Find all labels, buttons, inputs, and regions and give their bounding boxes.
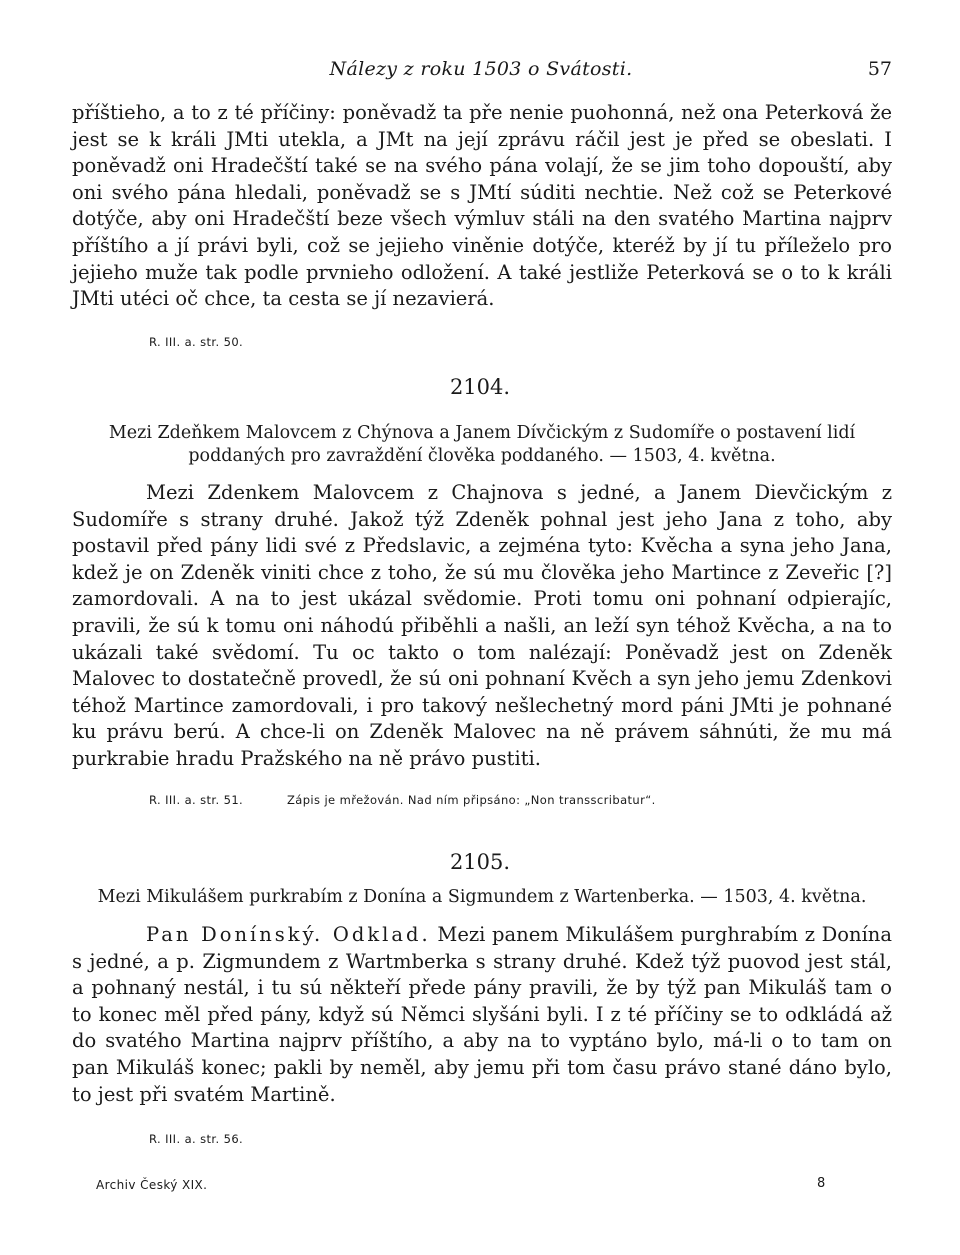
entry-2104-heading: Mezi Zdeňkem Malovcem z Chýnova a Janem Dívčickým z Sudomíře o postavení lidí poddaných pro zavraždění člověka poddaného. — 1503, 4. května.: [108, 423, 856, 466]
page-header: [70, 58, 892, 84]
entry-2105-number: 2105.: [449, 850, 511, 874]
running-title: Nálezy z roku 1503 o Svátosti.: [329, 58, 633, 80]
entry-2104-body: [72, 480, 892, 773]
entry-2105-reference: R. III. a. str. 56.: [149, 1132, 244, 1146]
entry-2105-text: Mezi panem Mikulášem purghrabím z Donína s jedné, a p. Zigmundem z Wartmberka s strany druhé. Kdež týž puovod jest stál, a pohnaný nestál, i tu sú někteří přede pány pravili, že by týž pan Mikuláš tam o to konec měl před pány, když sú Němci slyšáni byli. I z té příčiny se to odkládá až do svatého Martina najprv příštího, a aby na to vyptáno bylo, má-li o to tam on pan Mikuláš konec; pakli by neměl, aby jemu při tom času právo stané dáno bylo, to jest při svatém Martině.: [72, 923, 892, 1106]
intro-paragraph: příštieho, a to z té příčiny: poněvadž ta pře nenie puohonná, než ona Peterková že jest se k králi JMti utekla, a JMt na její zprávu ráčil jest je před se obeslati. I poněvadž oni Hradečští také se na svého pána volají, že se jim toho dopouští, aby oni svého pána hledali, poněvadž se s JMtí súditi nechtie. Než což se Peterkové dotýče, aby oni Hradečští beze všech výmluv stáli na den svatého Martina najprv příštího a jí právi byli, což se jejieho viněnie dotýče, kteréž by jí tu příleželo pro jejieho muže tak podle prvnieho odložení. A také jestliže Peterková se o to k králi JMti utéci oč chce, ta cesta se jí nezavierá.: [72, 101, 892, 311]
entry-2105-heading: Mezi Mikulášem purkrabím z Donína a Sigmundem z Wartenberka. — 1503, 4. května.: [97, 887, 867, 907]
entry-2105-body: [72, 922, 892, 1108]
entry-2104-number: 2104.: [449, 375, 511, 399]
page-number: 57: [867, 58, 892, 80]
intro-reference: R. III. a. str. 50.: [149, 335, 244, 349]
intro-section: [72, 100, 892, 313]
entry-2105-lead: Pan Donínský. Odklad.: [146, 923, 431, 946]
entry-2104-note: Zápis je mřežován. Nad ním připsáno: „Non transscribatur“.: [287, 793, 656, 807]
footer-publication: Archiv Český XIX.: [96, 1178, 208, 1192]
entry-2105-paragraph: [72, 922, 892, 1108]
footer-signature-mark: 8: [817, 1176, 826, 1191]
entry-2104-reference: R. III. a. str. 51.: [149, 793, 244, 807]
entry-2104-paragraph: Mezi Zdenkem Malovcem z Chajnova s jedné, a Janem Dievčickým z Sudomíře s strany druhé. Jakož týž Zdeněk pohnal jest jeho Jana z toho, aby postavil před pány lidi své z Předslavic, a zejména tyto: Kvěcha a syna jeho Jana, kdež je on Zdeněk viniti chce z toho, že sú mu člověka jeho Martince z Zeveřic [?] zamordovali. A na to jest ukázal svědomie. Proti tomu oni pohnaní odpierajíc, pravili, že sú k tomu oni náhodú přiběhli a našli, an leží syn téhož Kvěcha, a na to ukázali také svědomí. Tu oc takto o tom nalézají: Poněvadž jest on Zdeněk Malovec to dostatečně provedl, že sú oni pohnaní Kvěch a syn jeho jemu Zdenkovi téhož Martince zamordovali, i pro takový nešlechetný mord páni JMti je pohnané ku právu berú. A chce-li on Zdeněk Malovec na ně právem sáhnúti, že mu má purkrabie hradu Pražského na ně právo pustiti.: [72, 481, 892, 770]
